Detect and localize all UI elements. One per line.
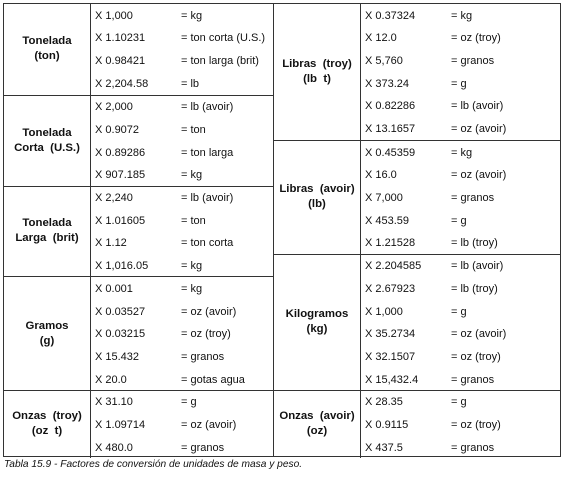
unit-name <box>274 255 360 390</box>
conversion-row <box>361 436 560 459</box>
conversion-factor: X 1.21528 <box>365 237 416 250</box>
unit-name-line: Corta (U.S.) <box>14 141 80 154</box>
conversion-result-unit: = g <box>451 214 467 227</box>
conversion-factor: X 0.45359 <box>365 146 416 159</box>
factor-rows <box>361 4 560 140</box>
conversion-row <box>91 232 273 255</box>
conversion-factor: X 5,760 <box>365 54 403 67</box>
unit-name-line: Libras (troy) <box>282 58 352 71</box>
conversion-result-unit: = granos <box>181 441 225 454</box>
conversion-factor: X 15,432.4 <box>365 373 419 386</box>
conversion-factor: X 480.0 <box>95 441 133 454</box>
right-column <box>274 4 560 456</box>
conversion-result-unit: = gotas agua <box>181 373 245 386</box>
unit-name-line: Tonelada <box>22 217 72 230</box>
factor-rows <box>361 141 560 254</box>
conversion-result-unit: = lb (avoir) <box>451 260 504 273</box>
conversion-row <box>91 27 273 50</box>
conversion-result-unit: = oz (avoir) <box>181 419 237 432</box>
unit-name <box>274 4 360 140</box>
conversion-result-unit: = oz (troy) <box>181 328 231 341</box>
unit-block <box>274 254 560 390</box>
conversion-factor: X 12.0 <box>365 32 397 45</box>
unit-name-line: Libras (avoir) <box>279 183 355 196</box>
conversion-result-unit: = granos <box>451 54 495 67</box>
conversion-result-unit: = granos <box>451 373 495 386</box>
conversion-result-unit: = g <box>451 77 467 90</box>
conversion-result-unit: = oz (troy) <box>451 350 501 363</box>
unit-name <box>4 391 90 458</box>
unit-name-line: Tonelada <box>22 126 72 139</box>
conversion-result-unit: = granos <box>451 441 495 454</box>
conversion-row <box>361 95 560 118</box>
factor-rows <box>91 277 273 390</box>
conversion-factor: X 0.03527 <box>95 305 146 318</box>
unit-name-line: Larga (brit) <box>15 232 79 245</box>
conversion-factor: X 0.03215 <box>95 328 146 341</box>
conversion-factor: X 0.98421 <box>95 54 146 67</box>
conversion-row <box>91 323 273 346</box>
conversion-row <box>361 27 560 50</box>
conversion-factor: X 1,000 <box>95 9 133 22</box>
conversion-row <box>91 49 273 72</box>
conversion-result-unit: = lb (avoir) <box>181 192 234 205</box>
conversion-row <box>361 414 560 437</box>
conversion-factor: X 1.12 <box>95 237 127 250</box>
conversion-result-unit: = kg <box>181 169 203 182</box>
conversion-row <box>361 232 560 255</box>
conversion-result-unit: = ton larga (brit) <box>181 54 259 67</box>
conversion-factor: X 1,000 <box>365 305 403 318</box>
conversion-result-unit: = kg <box>181 260 203 273</box>
conversion-factor: X 16.0 <box>365 169 397 182</box>
conversion-result-unit: = oz (avoir) <box>451 328 507 341</box>
conversion-factor: X 0.9115 <box>365 419 409 432</box>
conversion-row <box>361 49 560 72</box>
unit-name <box>4 96 90 186</box>
conversion-factor: X 1.10231 <box>95 32 146 45</box>
conversion-result-unit: = oz (avoir) <box>181 305 237 318</box>
unit-name <box>4 187 90 277</box>
unit-block <box>4 390 273 458</box>
conversion-result-unit: = lb (avoir) <box>181 101 234 114</box>
conversion-row <box>361 4 560 27</box>
conversion-row <box>91 4 273 27</box>
conversion-factor: X 2.67923 <box>365 282 416 295</box>
conversion-factor: X 0.9072 <box>95 123 140 136</box>
conversion-factor: X 1.01605 <box>95 214 146 227</box>
conversion-row <box>91 277 273 300</box>
conversion-row <box>91 300 273 323</box>
unit-name-line: Onzas (avoir) <box>279 410 355 423</box>
conversion-row <box>91 345 273 368</box>
conversion-factor: X 0.89286 <box>95 146 146 159</box>
unit-name-line: (lb t) <box>303 73 331 86</box>
conversion-factor: X 373.24 <box>365 77 410 90</box>
conversion-row <box>361 345 560 368</box>
conversion-row <box>91 368 273 391</box>
conversion-row <box>91 141 273 164</box>
conversion-row <box>361 300 560 323</box>
conversion-row <box>91 96 273 119</box>
conversion-factor: X 7,000 <box>365 192 403 205</box>
unit-name-line: Tonelada <box>22 35 72 48</box>
conversion-factor: X 453.59 <box>365 214 410 227</box>
conversion-factor: X 32.1507 <box>365 350 416 363</box>
conversion-row <box>91 391 273 414</box>
conversion-factor: X 437.5 <box>365 441 403 454</box>
conversion-result-unit: = oz (avoir) <box>451 123 507 135</box>
unit-name <box>274 391 360 458</box>
conversion-row <box>91 436 273 459</box>
conversion-result-unit: = ton <box>181 214 206 227</box>
conversion-result-unit: = ton corta (U.S.) <box>181 32 266 45</box>
conversion-result-unit: = kg <box>181 282 203 295</box>
conversion-row <box>91 255 273 278</box>
unit-block <box>274 390 560 458</box>
factor-rows <box>91 96 273 186</box>
conversion-factor: X 2,240 <box>95 192 133 205</box>
unit-block <box>4 4 273 95</box>
conversion-row <box>91 414 273 437</box>
conversion-row <box>361 72 560 95</box>
factor-rows <box>361 391 560 458</box>
unit-name-line: Onzas (troy) <box>12 410 82 423</box>
conversion-result-unit: = oz (troy) <box>451 32 501 45</box>
conversion-factor: X 2.204585 <box>365 260 422 273</box>
conversion-factor: X 31.10 <box>95 396 133 409</box>
unit-block <box>274 140 560 254</box>
conversion-row <box>91 118 273 141</box>
conversion-row <box>91 72 273 95</box>
conversion-result-unit: = g <box>451 396 467 409</box>
conversion-factor: X 20.0 <box>95 373 127 386</box>
conversion-row <box>361 164 560 187</box>
unit-block <box>4 186 273 277</box>
conversion-row <box>91 209 273 232</box>
unit-name-line: (kg) <box>306 323 328 336</box>
conversion-row <box>361 368 560 391</box>
unit-name-line: (lb) <box>308 198 326 211</box>
unit-name-line: (g) <box>39 334 55 347</box>
unit-block <box>4 95 273 186</box>
factor-rows <box>91 4 273 95</box>
conversion-result-unit: = granos <box>181 350 225 363</box>
conversion-result-unit: = ton <box>181 123 206 136</box>
conversion-factor: X 2,204.58 <box>95 77 149 90</box>
conversion-result-unit: = g <box>451 305 467 318</box>
conversion-factor: X 1.09714 <box>95 419 146 432</box>
conversion-factor: X 35.2734 <box>365 328 416 341</box>
unit-block <box>4 276 273 390</box>
conversion-row <box>361 391 560 414</box>
conversion-result-unit: = kg <box>181 9 203 22</box>
unit-name-line: (ton) <box>34 50 60 63</box>
conversion-row <box>361 118 560 141</box>
conversion-result-unit: = ton larga <box>181 146 234 159</box>
conversion-row <box>361 255 560 278</box>
factor-rows <box>91 391 273 458</box>
unit-name-line: (oz) <box>306 425 328 438</box>
conversion-factor: X 1,016.05 <box>95 260 149 273</box>
conversion-factor: X 0.001 <box>95 282 133 295</box>
conversion-row <box>361 323 560 346</box>
conversion-result-unit: = lb <box>181 77 200 90</box>
factor-rows <box>91 187 273 277</box>
conversion-row <box>91 164 273 187</box>
unit-name-line: Kilogramos <box>285 308 349 321</box>
conversion-row <box>91 187 273 210</box>
unit-block <box>274 4 560 140</box>
unit-name <box>4 4 90 95</box>
conversion-factor: X 13.1657 <box>365 123 416 135</box>
conversion-result-unit: = kg <box>451 9 473 22</box>
conversion-result-unit: = oz (avoir) <box>451 169 507 182</box>
conversion-result-unit: = lb (avoir) <box>451 100 504 113</box>
conversion-result-unit: = lb (troy) <box>451 282 498 295</box>
conversion-factor: X 0.82286 <box>365 100 416 113</box>
conversion-table <box>3 3 561 457</box>
left-column <box>4 4 273 456</box>
conversion-result-unit: = granos <box>451 192 495 205</box>
unit-name <box>4 277 90 390</box>
conversion-result-unit: = kg <box>451 146 473 159</box>
conversion-factor: X 28.35 <box>365 396 403 409</box>
conversion-row <box>361 277 560 300</box>
conversion-result-unit: = g <box>181 396 197 409</box>
conversion-factor: X 0.37324 <box>365 9 416 22</box>
unit-name-line: Gramos <box>25 319 69 332</box>
conversion-result-unit: = oz (troy) <box>451 419 501 432</box>
conversion-result-unit: = ton corta <box>181 237 234 250</box>
factor-rows <box>361 255 560 390</box>
conversion-row <box>361 141 560 164</box>
conversion-factor: X 15.432 <box>95 350 140 363</box>
conversion-factor: X 907.185 <box>95 169 146 182</box>
conversion-row <box>361 209 560 232</box>
unit-name-line: (oz t) <box>31 425 63 438</box>
table-caption: Tabla 15.9 - Factores de conversión de unidades de masa y peso. <box>4 459 303 470</box>
unit-name <box>274 141 360 254</box>
conversion-result-unit: = lb (troy) <box>451 237 498 250</box>
conversion-row <box>361 187 560 210</box>
conversion-factor: X 2,000 <box>95 101 133 114</box>
